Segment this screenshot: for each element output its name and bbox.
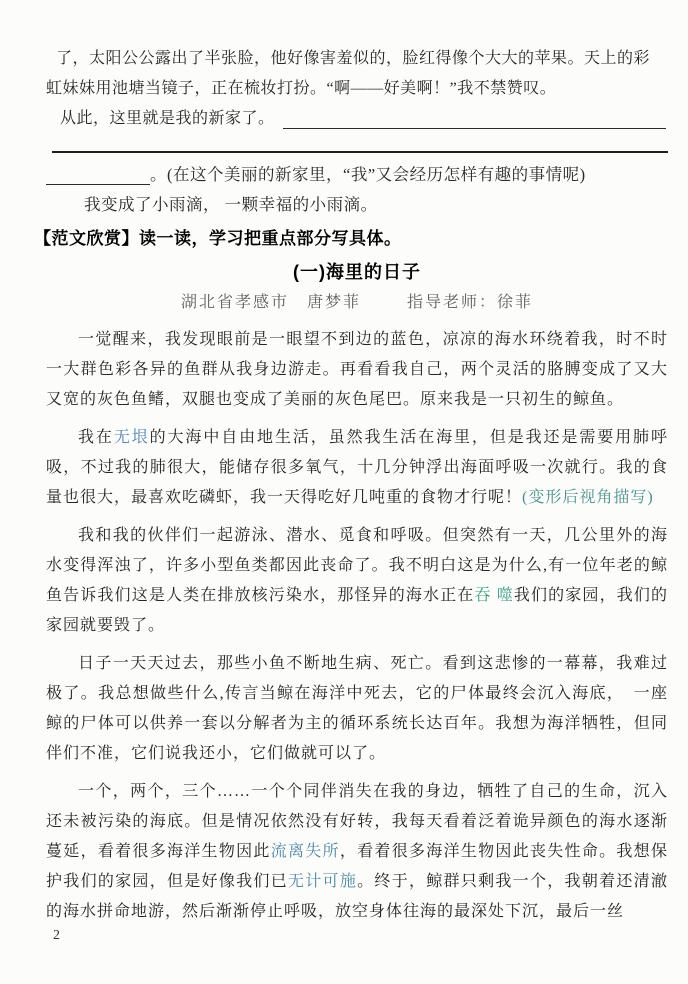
essay-ending-line: 我变成了小雨滴， 一颗幸福的小雨滴。	[84, 195, 378, 214]
essay-paragraph	[46, 423, 668, 513]
essay-paragraph	[46, 649, 668, 769]
section-header: 【范文欣赏】读一读，学习把重点部分写具体。	[34, 229, 402, 248]
text-segment: 我和我的伙伴们一起游泳、潜水、觅食和呼吸。但突然有一天，几公里外的海水变得浑浊了，许多小型鱼类都因此丧命了。我不明白这是为什么,有一位年老的鲸鱼告诉我们这是人类在排放核污染水，那怪异的海水正在	[46, 527, 668, 604]
highlighted-word: 无垠	[113, 429, 150, 446]
hint-text: 。(在这个美丽的新家里，“我”又会经历怎样有趣的事情呢)	[150, 165, 586, 184]
essay-byline	[46, 289, 668, 317]
highlighted-word: 流离失所	[270, 843, 340, 860]
text-segment: 我们的家园，我们的家园就要毁了。	[46, 587, 668, 634]
highlighted-word: 无计可施	[287, 873, 358, 890]
fill-in-blank-line-full	[52, 151, 668, 153]
closing-line-row	[46, 104, 668, 134]
highlighted-word: (变形后视角描写)	[522, 489, 654, 506]
page-number: 2	[53, 928, 60, 943]
essay-body	[46, 325, 668, 927]
byline-author: 湖北省孝感市 唐梦菲	[180, 294, 361, 311]
essay-continuation-line: 虹妹妹用池塘当镜子，正在梳妆打扮。“啊——好美啊！”我不禁赞叹。	[46, 80, 557, 97]
essay-paragraph	[46, 777, 668, 927]
hint-row	[46, 160, 668, 190]
text-segment: 日子一天天过去，那些小鱼不断地生病、死亡。看到这悲惨的一幕幕，我难过极了。我总想做些什么,传言当鲸在海洋中死去，它的尸体最终会沉入海底， 一座鲸的尸体可以供养一套以分解者为主的循环系统长达百年。我想为海洋牺牲，但同伴们不准，它们说我还小，它们做就可以了。	[46, 655, 668, 762]
prev-essay-ending	[46, 44, 668, 220]
essay-paragraph	[46, 325, 668, 415]
essay-paragraph	[46, 521, 668, 641]
essay-title: (一)海里的日子	[293, 262, 421, 282]
text-segment: 一觉醒来，我发现眼前是一眼望不到边的蓝色，凉凉的海水环绕着我，时不时一大群色彩各异的鱼群从我身边游走。再看看我自己，两个灵活的胳膊变成了又大又宽的灰色鱼鳍，双腿也变成了美丽的灰色尾巴。原来我是一只初生的鲸鱼。	[46, 331, 668, 408]
essay-continuation-line: 了，太阳公公露出了半张脸，他好像害羞似的，脸红得像个大大的苹果。天上的彩	[56, 50, 651, 67]
text-segment: 。终于，鲸群只剩我一个，我朝着还清澈的海水拼命地游，然后渐渐停止呼吸，放空身体往海的最深处下沉，最后一丝	[46, 873, 668, 920]
text-segment: ，看着很多海洋生物因此丧失性命。我想保护我们的家园，但是好像我们已	[46, 843, 668, 890]
byline-teacher: 指导老师：徐菲	[407, 294, 534, 311]
text-segment: 的大海中自由地生活，虽然我生活在海里，但是我还是需要用肺呼吸，不过我的肺很大，能储存很多氧气，十几分钟浮出海面呼吸一次就行。我的食量也很大，最喜欢吃磷虾，我一天得吃好几吨重的食物才行呢！	[46, 429, 668, 506]
highlighted-word: 吞 噬	[474, 587, 514, 604]
fill-in-blank-line	[283, 128, 666, 129]
fill-in-blank-line-short	[46, 184, 150, 185]
text-segment: 我在	[78, 429, 114, 446]
text-segment: 一个，两个，三个……一个个同伴消失在我的身边，牺牲了自己的生命，沉入还未被污染的海底。但是情况依然没有好转，我每天看着泛着诡异颜色的海水逐渐蔓延，看着很多海洋生物因此	[46, 783, 668, 860]
closing-text: 从此，这里就是我的新家了。	[60, 110, 275, 127]
